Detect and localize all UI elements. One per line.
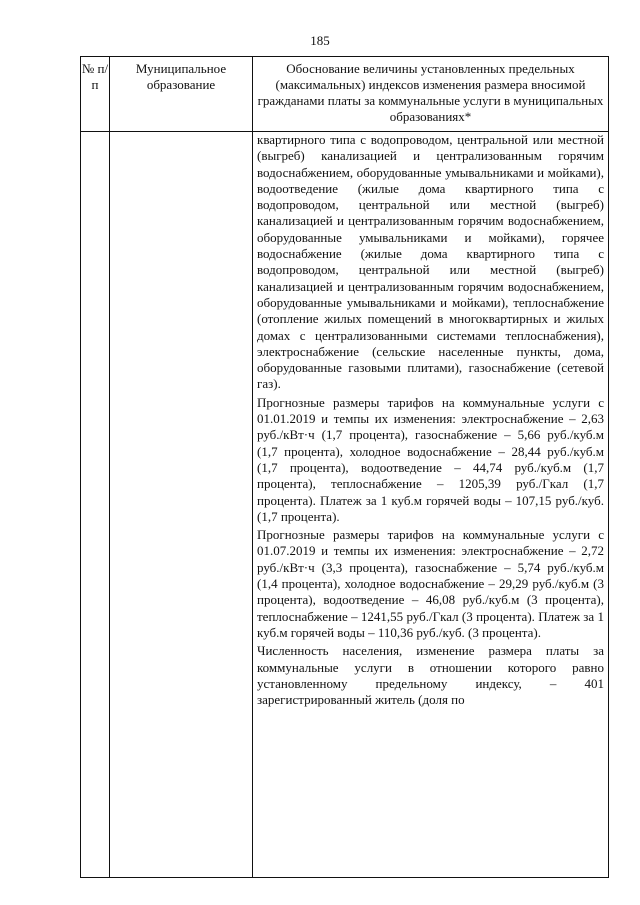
- header-justification: Обоснование величины установленных предельных (максимальных) индексов изменения размера вносимой гражданами платы за коммунальные услуги в муниципальных образованиях*: [253, 57, 609, 132]
- cell-number: [81, 132, 110, 878]
- header-municipality: Муниципальное образование: [110, 57, 253, 132]
- table-header-row: [81, 57, 609, 132]
- paragraph-utilities-list: квартирного типа с водопроводом, центральной или местной (выгреб) канализацией и централизованным горячим водоснабжением, оборудованные умывальниками и мойками), водоотведение (жилые дома квартирного типа с водопроводом, центральной или местной (выгреб) канализацией и централизованным горячим водоснабжением, оборудованные умывальниками и мойками), горячее водоснабжение (жилые дома квартирного типа с водопроводом, центральной или местной (выгреб) канализацией и централизованным горячим водоснабжением, оборудованные умывальниками и мойками), теплоснабжение (отопление жилых помещений в многоквартирных и жилых домах с централизованными системами теплоснабжения), электроснабжение (сельские населенные пункты, дома, оборудованные газовыми плитами), газоснабжение (сетевой газ).: [257, 132, 604, 392]
- header-number: № п/п: [81, 57, 110, 132]
- paragraph-tariffs-jan-2019: Прогнозные размеры тарифов на коммунальные услуги с 01.01.2019 и темпы их изменения: электроснабжение – 2,63 руб./кВт·ч (1,7 процента), газоснабжение – 5,66 руб./куб.м (1,7 процента), холодное водоснабжение – 28,44 руб./куб.м (1,7 процента), водоотведение – 44,74 руб./куб.м (1,7 процента), теплоснабжение – 1205,39 руб./Гкал (1,7 процента). Платеж за 1 куб.м горячей воды – 107,15 руб./куб. (1,7 процента).: [257, 394, 604, 524]
- paragraph-population: Численность населения, изменение размера платы за коммунальные услуги в отношении которого равно установленному предельному индексу, – 401 зарегистрированный житель (доля по: [257, 643, 604, 708]
- tariff-justification-table: [80, 56, 609, 878]
- paragraph-tariffs-jul-2019: Прогнозные размеры тарифов на коммунальные услуги с 01.07.2019 и темпы их изменения: электроснабжение – 2,72 руб./кВт·ч (3,3 процента), газоснабжение – 5,74 руб./куб.м (1,4 процента), холодное водоснабжение – 29,29 руб./куб.м (3 процента), водоотведение – 46,08 руб./куб.м (3 процента), теплоснабжение – 1241,55 руб./Гкал (3 процента). Платеж за 1 куб.м горячей воды – 110,36 руб./куб. (3 процента).: [257, 527, 604, 640]
- cell-municipality: [110, 132, 253, 878]
- table-row: [81, 132, 609, 878]
- page-number: 185: [310, 33, 330, 48]
- cell-justification: [253, 132, 609, 878]
